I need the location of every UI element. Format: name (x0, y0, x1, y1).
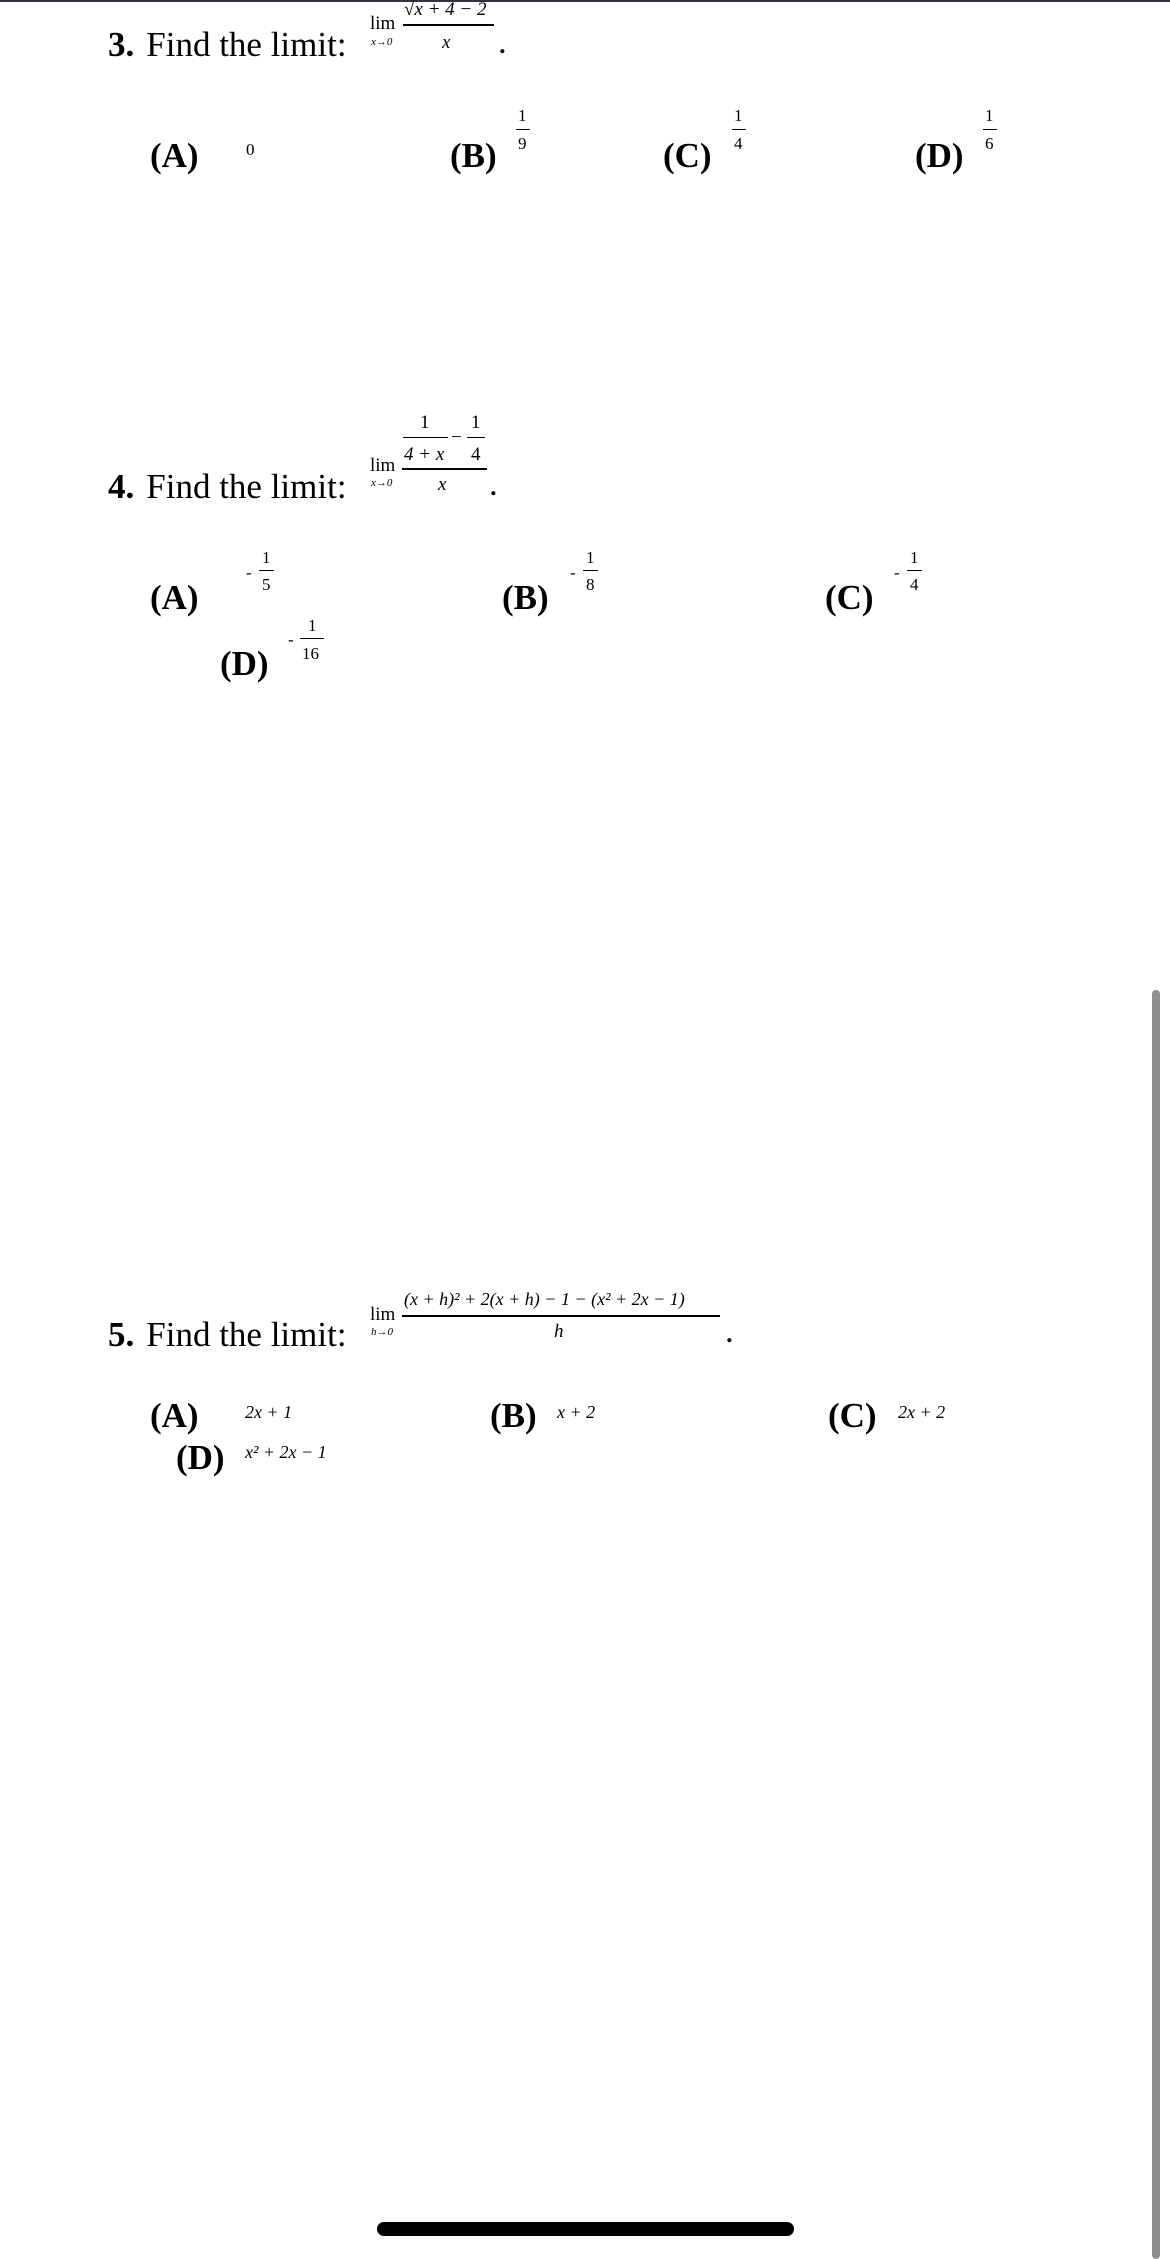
choice-label: (A) (150, 1396, 199, 1435)
home-indicator[interactable] (377, 2222, 794, 2236)
period: . (489, 464, 498, 503)
choice-label: (B) (450, 136, 497, 175)
choice-numerator: 1 (734, 106, 743, 125)
lim-operator: lim (370, 13, 396, 34)
fraction-bar (402, 1315, 720, 1317)
choice-numerator: 1 (586, 548, 595, 567)
period: . (498, 22, 507, 61)
choice-denominator: 4 (910, 575, 919, 594)
fraction-bar (732, 129, 746, 130)
limit-denominator: h (554, 1321, 564, 1342)
fraction-bar (907, 570, 922, 571)
minus-sign: − (451, 427, 462, 448)
lim-operator: lim (370, 455, 396, 476)
choice-value: 0 (246, 140, 255, 159)
question-prompt: Find the limit: (146, 1315, 347, 1354)
lim-approach: x→0 (371, 477, 393, 489)
lim-operator: lim (370, 1304, 396, 1325)
fraction-bar (583, 570, 598, 571)
choice-value: x² + 2x − 1 (245, 1442, 327, 1462)
question-3-heading (108, 27, 347, 62)
vertical-scrollbar[interactable] (1152, 990, 1160, 2259)
choice-denominator: 9 (518, 134, 527, 153)
inner-fraction-1-numerator: 1 (420, 412, 430, 433)
choice-value: 2x + 1 (245, 1402, 293, 1422)
fraction-bar (403, 24, 494, 26)
choice-label: (B) (502, 578, 549, 617)
fraction-bar (983, 129, 997, 130)
question-number: 5. (108, 1315, 135, 1354)
choice-numerator: 1 (262, 548, 271, 567)
fraction-bar (402, 468, 487, 470)
choice-label: (C) (663, 136, 712, 175)
top-border (0, 0, 1170, 2)
choice-label: (C) (828, 1396, 877, 1435)
choice-sign: - (288, 630, 294, 649)
period: . (725, 1311, 734, 1350)
choice-numerator: 1 (985, 106, 994, 125)
question-4-heading (108, 469, 347, 504)
choice-denominator: 8 (586, 575, 595, 594)
choice-sign: - (894, 563, 900, 582)
choice-label: (A) (150, 136, 199, 175)
lim-approach: x→0 (371, 36, 393, 48)
choice-denominator: 4 (734, 134, 743, 153)
choice-sign: - (570, 563, 576, 582)
limit-denominator: x (442, 32, 451, 53)
choice-denominator: 6 (985, 134, 994, 153)
question-5-heading (108, 1317, 347, 1352)
inner-fraction-1-denominator: 4 + x (404, 444, 445, 465)
question-prompt: Find the limit: (146, 467, 347, 506)
choice-numerator: 1 (910, 548, 919, 567)
choice-value: 2x + 2 (898, 1402, 946, 1422)
lim-approach: h→0 (371, 1326, 393, 1338)
choice-denominator: 16 (302, 644, 319, 663)
fraction-bar (300, 638, 324, 639)
choice-label: (D) (915, 136, 964, 175)
limit-numerator: (x + h)² + 2(x + h) − 1 − (x² + 2x − 1) (404, 1289, 685, 1309)
fraction-bar (516, 129, 530, 130)
limit-denominator: x (438, 474, 447, 495)
choice-label: (C) (825, 578, 874, 617)
inner-fraction-2-numerator: 1 (471, 412, 481, 433)
choice-label: (D) (176, 1438, 225, 1477)
question-prompt: Find the limit: (146, 25, 347, 64)
choice-sign: - (246, 563, 252, 582)
choice-numerator: 1 (518, 106, 527, 125)
choice-denominator: 5 (262, 575, 271, 594)
inner-fraction-2-bar (467, 437, 485, 438)
choice-numerator: 1 (308, 616, 317, 635)
inner-fraction-1-bar (403, 437, 448, 438)
choice-label: (A) (150, 578, 199, 617)
question-number: 3. (108, 25, 135, 64)
question-number: 4. (108, 467, 135, 506)
choice-value: x + 2 (557, 1402, 596, 1422)
fraction-bar (259, 570, 274, 571)
limit-numerator: √x + 4 − 2 (404, 0, 487, 20)
choice-label: (D) (220, 644, 269, 683)
inner-fraction-2-denominator: 4 (471, 444, 481, 465)
choice-label: (B) (490, 1396, 537, 1435)
